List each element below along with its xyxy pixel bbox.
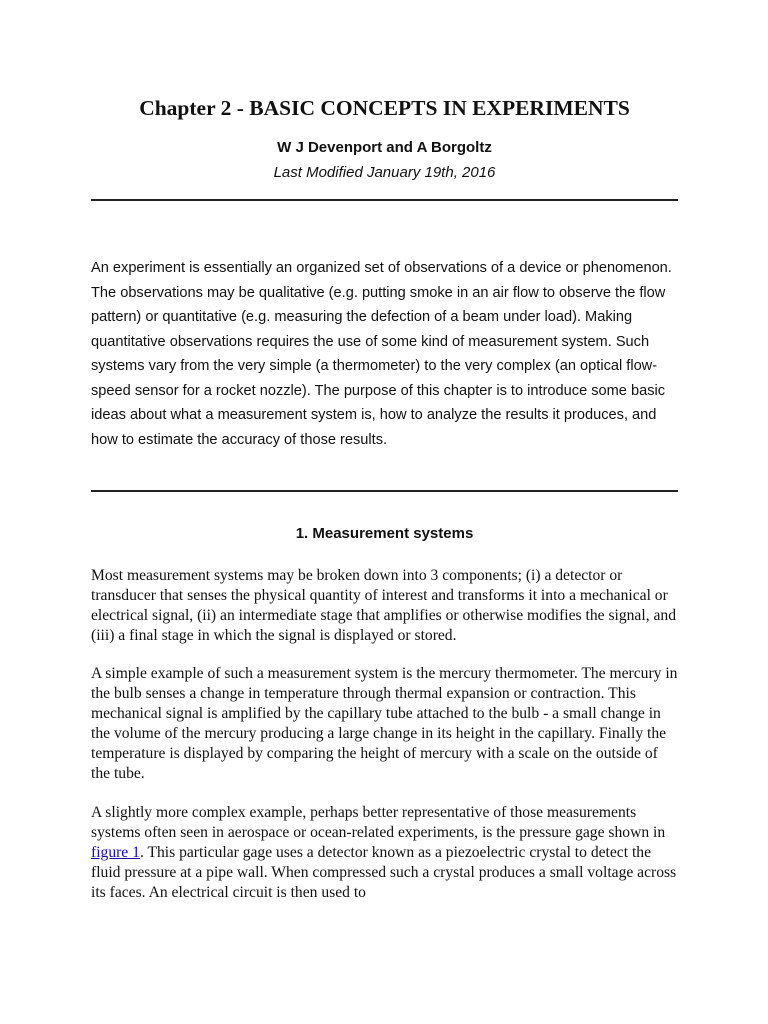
body-paragraph-2: A simple example of such a measurement system is the mercury thermometer. The mercury in the bulb senses a change in temperature through thermal expansion or contraction. This mechanical signal is amplified by the capillary tube attached to the bulb - a small change in the volume of the mercury producing a large change in its height in the capillary. Finally the temperature is displayed by comparing the height of mercury with a scale on the outside of the tube. [91, 665, 678, 783]
paragraph-3-text-end: . This particular gage uses a detector known as a piezoelectric crystal to detect the fluid pressure at a pipe wall. When compressed such a crystal produces a small voltage across its faces. An electrical circuit is then used to [91, 844, 677, 902]
section-heading: 1. Measurement systems [295, 525, 474, 542]
document-title: Chapter 2 - BASIC CONCEPTS IN EXPERIMENTS [139, 96, 630, 120]
abstract-paragraph: An experiment is essentially an organized set of observations of a device or phenomenon. The observations may be qualitative (e.g. putting smoke in an air flow to observe the flow pattern) or quantitative (e.g. measuring the defection of a beam under load). Making quantitative observations requires the use of some kind of measurement system. Such systems vary from the very simple (a thermometer) to the very complex (an optical flow-speed sensor for a rocket nozzle). The purpose of this chapter is to introduce some basic ideas about what a measurement system is, how to analyze the results it produces, and how to estimate the accuracy of those results. [91, 260, 672, 448]
last-modified-date: Last Modified January 19th, 2016 [273, 164, 496, 181]
body-paragraph-3 [91, 803, 678, 903]
body-paragraph-1: Most measurement systems may be broken down into 3 components; (i) a detector or transducer that senses the physical quantity of interest and transforms it into a mechanical or electrical signal, (ii) an intermediate stage that amplifies or otherwise modifies the signal, and (iii) a final stage in which the signal is displayed or stored. [91, 567, 677, 645]
divider-top [91, 199, 678, 201]
divider-bottom [91, 490, 678, 492]
paragraph-3-text-start: A slightly more complex example, perhaps better representative of those measurements systems often seen in aerospace or ocean-related experiments, is the pressure gage shown in [91, 804, 666, 842]
figure-1-link[interactable]: figure 1 [91, 844, 140, 862]
document-authors: W J Devenport and A Borgoltz [277, 139, 492, 156]
